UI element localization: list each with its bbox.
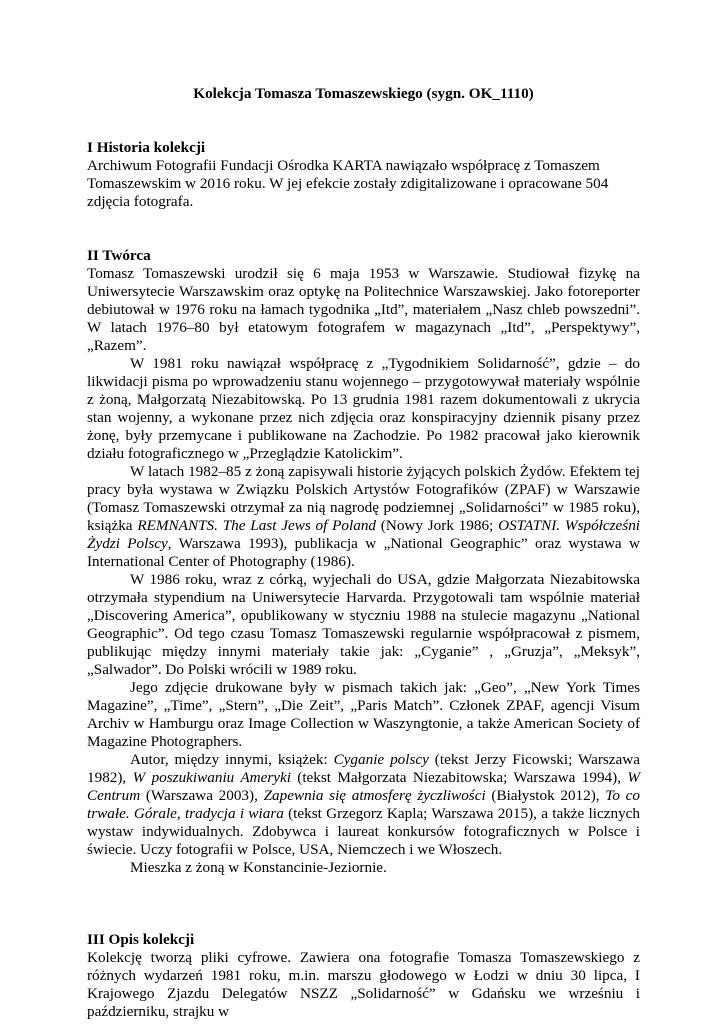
paragraph-collection-1: Kolekcję tworzą pliki cyfrowe. Zawiera ona fotografie Tomasza Tomaszewskiego z różnych wydarzeń 1981 roku, m.in. marszu głodowego w Łodzi w dniu 30 lipca, I Krajowego Zjazdu Delegatów NSZZ „Solidarność” w Gdańsku we wrześniu i październiku, strajku w bbox=[87, 949, 640, 1020]
paragraph-author-1: Tomasz Tomaszewski urodził się 6 maja 1953 w Warszawie. Studiował fizykę na Uniwersytecie Warszawskim oraz optykę na Politechnice Warszawskiej. Jako fotoreporter debiutował w 1976 roku na łamach tygodnika „Itd”, materiałem „Nasz chleb powszedni”. W latach 1976–80 był etatowym fotografem w magazynach „Itd”, „Perspektywy”, „Razem”. bbox=[87, 265, 640, 354]
section-heading-history: I Historia kolekcji bbox=[87, 139, 206, 156]
section-heading-collection: III Opis kolekcji bbox=[87, 931, 195, 948]
section-author bbox=[87, 247, 640, 877]
paragraph-author-6-text-k: (tekst Grzegorz Kapla; Warszawa 2015), a także licznych wystaw indywidualnych. Zdobywca i laureat konkursów fotograficznych w Polsce i świecie. Uczy fotografii w Polsce, USA, Niemczech i we Włoszech. bbox=[87, 805, 640, 858]
paragraph-author-7: Mieszka z żoną w Konstancinie-Jeziornie. bbox=[130, 859, 387, 876]
section-collection bbox=[87, 931, 640, 1021]
paragraph-author-5: Jego zdjęcie drukowane były w pismach takich jak: „Geo”, „New York Times Magazine”, „Time”, „Stern”, „Die Zeit”, „Paris Match”. Członek ZPAF, agencji Visum Archiv w Hamburgu oraz Image Collection w Waszyngtonie, a także American Society of Magazine Photographers. bbox=[87, 679, 640, 750]
book-title-w-poszukiwaniu-ameryki: W poszukiwaniu Ameryki bbox=[132, 769, 291, 786]
book-title-zapewnia-sie: Zapewnia się atmosferę życzliwości bbox=[263, 787, 486, 804]
book-title-w-centrum: W Centrum bbox=[87, 769, 640, 804]
paragraph-author-3 bbox=[87, 463, 640, 571]
paragraph-author-6-text-c: (tekst Jerzy Ficowski; Warszawa 1982), bbox=[87, 751, 640, 786]
document-title: Kolekcja Tomasza Tomaszewskiego (sygn. OK_1110) bbox=[193, 85, 534, 102]
paragraph-author-6-text-i: (Białystok 2012), bbox=[485, 787, 606, 804]
paragraph-author-2: W 1981 roku nawiązał współpracę z „Tygodnikiem Solidarność”, gdzie – do likwidacji pisma po wprowadzeniu stanu wojennego – przygotowywał materiały wspólnie z żoną, Małgorzatą Niezabitowską. Po 13 grudnia 1981 razem dokumentowali z ukrycia stan wojenny, a wykonane przez nich zdjęcia oraz konspiracyjny dziennik pisany przez żonę, były przemycane i publikowane na Zachodzie. Po 1982 pracował jako kierownik działu fotograficznego w „Przeglądzie Katolickim”. bbox=[87, 355, 640, 462]
section-history bbox=[87, 139, 640, 211]
book-title-to-co-trwale: To co trwałe. Górale, tradycja i wiara bbox=[87, 787, 640, 822]
paragraph-author-6 bbox=[87, 751, 640, 859]
paragraph-author-6-text-g: (Warszawa 2003), bbox=[140, 787, 264, 804]
book-title-remnants: REMNANTS. The Last Jews of Poland bbox=[137, 517, 377, 534]
paragraph-author-3-text-e: , Warszawa 1993), publikacja w „National Geographic” oraz wystawa w International Center of Photography (1986). bbox=[87, 535, 640, 570]
paragraph-history-1: Archiwum Fotografii Fundacji Ośrodka KARTA nawiązało współpracę z Tomaszem Tomaszewskim w 2016 roku. W jej efekcie zostały zdigitalizowane i opracowane 504 zdjęcia fotografa. bbox=[87, 157, 609, 210]
book-title-ostatni: OSTATNI. Współcześni Żydzi Polscy bbox=[87, 517, 641, 552]
paragraph-author-6-text-a: Autor, między innymi, książek: bbox=[130, 751, 334, 768]
paragraph-author-4: W 1986 roku, wraz z córką, wyjechali do USA, gdzie Małgorzata Niezabitowska otrzymała stypendium na Uniwersytecie Harvarda. Przygotowali tam wspólnie materiał „Discovering America”, opublikowany w styczniu 1988 na stulecie magazynu „National Geographic”. Od tego czasu Tomasz Tomaszewski regularnie współpracował z pismem, publikując między innymi materiały takie jak: „Cyganie” , „Gruzja”, „Meksyk”, „Salwador”. Do Polski wrócili w 1989 roku. bbox=[87, 571, 640, 678]
book-title-cyganie-polscy: Cyganie polscy bbox=[333, 751, 429, 768]
paragraph-author-3-text-c: (Nowy Jork 1986; bbox=[376, 517, 499, 534]
paragraph-author-6-text-e: (tekst Małgorzata Niezabitowska; Warszawa 1994), bbox=[290, 769, 628, 786]
paragraph-author-3-text-a: W latach 1982–85 z żoną zapisywali historie żyjących polskich Żydów. Efektem tej pracy była wystawa w Związku Polskich Artystów Fotografików (ZPAF) w Warszawie (Tomasz Tomaszewski otrzymał za nią nagrodę podziemnej „Solidarności” w 1985 roku), książka bbox=[87, 463, 640, 534]
section-heading-author: II Twórca bbox=[87, 247, 151, 264]
